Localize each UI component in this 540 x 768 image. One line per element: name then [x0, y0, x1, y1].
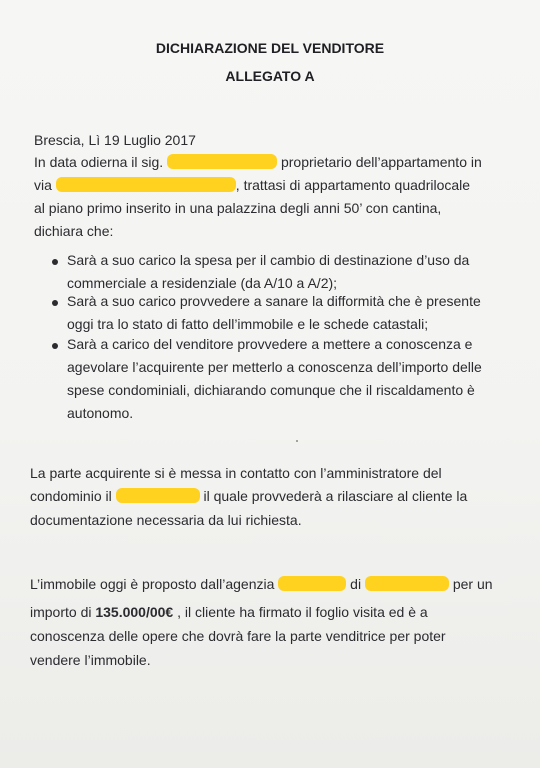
- text: via: [34, 177, 52, 193]
- redaction-name-highlight: [167, 154, 277, 169]
- paragraph-1-line-4: dichiara che:: [34, 223, 114, 239]
- redaction-address-highlight: [56, 177, 236, 192]
- paragraph-3-line-2: [30, 603, 428, 621]
- bullet-2-line-1: Sarà a suo carico provvedere a sanare la difformità che è presente: [67, 293, 481, 309]
- text: per un: [452, 576, 493, 592]
- paragraph-1-line-3: al piano primo inserito in una palazzina degli anni 50’ con cantina,: [34, 200, 442, 216]
- bullet-3-line-4: autonomo.: [67, 405, 134, 421]
- text: , trattasi di appartamento quadrilocale: [235, 177, 471, 193]
- text: condominio il: [30, 488, 112, 504]
- text: L’immobile oggi è proposto dall’agenzia: [30, 576, 275, 592]
- paragraph-1-line-1: [34, 153, 482, 171]
- paragraph-3-line-1: [30, 575, 493, 593]
- paragraph-2-line-3: documentazione necessaria da lui richiesta.: [30, 512, 302, 528]
- paragraph-1-line-2: [34, 176, 470, 194]
- document-subtitle: ALLEGATO A: [225, 68, 315, 84]
- text: di: [350, 576, 362, 592]
- bullet-1-line-1: Sarà a suo carico la spesa per il cambio di destinazione d’uso da: [67, 252, 470, 268]
- text: proprietario dell’appartamento in: [280, 154, 482, 170]
- text: il quale provvederà a rilasciare al cliente la: [203, 488, 468, 504]
- paper-speck: [296, 440, 298, 442]
- text: importo di: [30, 604, 96, 620]
- redaction-agency-highlight: [278, 576, 346, 591]
- bullet-dot: [52, 300, 58, 306]
- bullet-dot: [52, 259, 58, 265]
- paragraph-3-line-3: conoscenza delle opere che dovrà fare la parte venditrice per poter: [30, 628, 446, 644]
- text: In data odierna il sig.: [34, 154, 164, 170]
- bullet-3-line-2: agevolare l’acquirente per metterlo a conoscenza dell’importo delle: [67, 359, 482, 375]
- bullet-3-line-3: spese condominiali, dichiarando comunque che il riscaldamento è: [67, 382, 475, 398]
- paragraph-3-line-4: vendere l’immobile.: [30, 652, 151, 668]
- bullet-3-line-1: Sarà a carico del venditore provvedere a mettere a conoscenza e: [67, 336, 473, 352]
- price-amount: 135.000/00€: [95, 604, 174, 620]
- document-title: DICHIARAZIONE DEL VENDITORE: [155, 40, 385, 56]
- paragraph-2-line-2: [30, 487, 467, 505]
- paragraph-2-line-1: La parte acquirente si è messa in contatto con l’amministratore del: [30, 465, 442, 481]
- bullet-1-line-2: commerciale a residenziale (da A/10 a A/2);: [67, 275, 338, 291]
- redaction-city-highlight: [365, 576, 449, 591]
- redaction-administrator-highlight: [116, 488, 200, 503]
- text: , il cliente ha firmato il foglio visita ed è a: [173, 604, 428, 620]
- place-date: Brescia, Lì 19 Luglio 2017: [34, 132, 196, 148]
- bullet-2-line-2: oggi tra lo stato di fatto dell’immobile e le schede catastali;: [67, 316, 429, 332]
- bullet-dot: [52, 343, 58, 349]
